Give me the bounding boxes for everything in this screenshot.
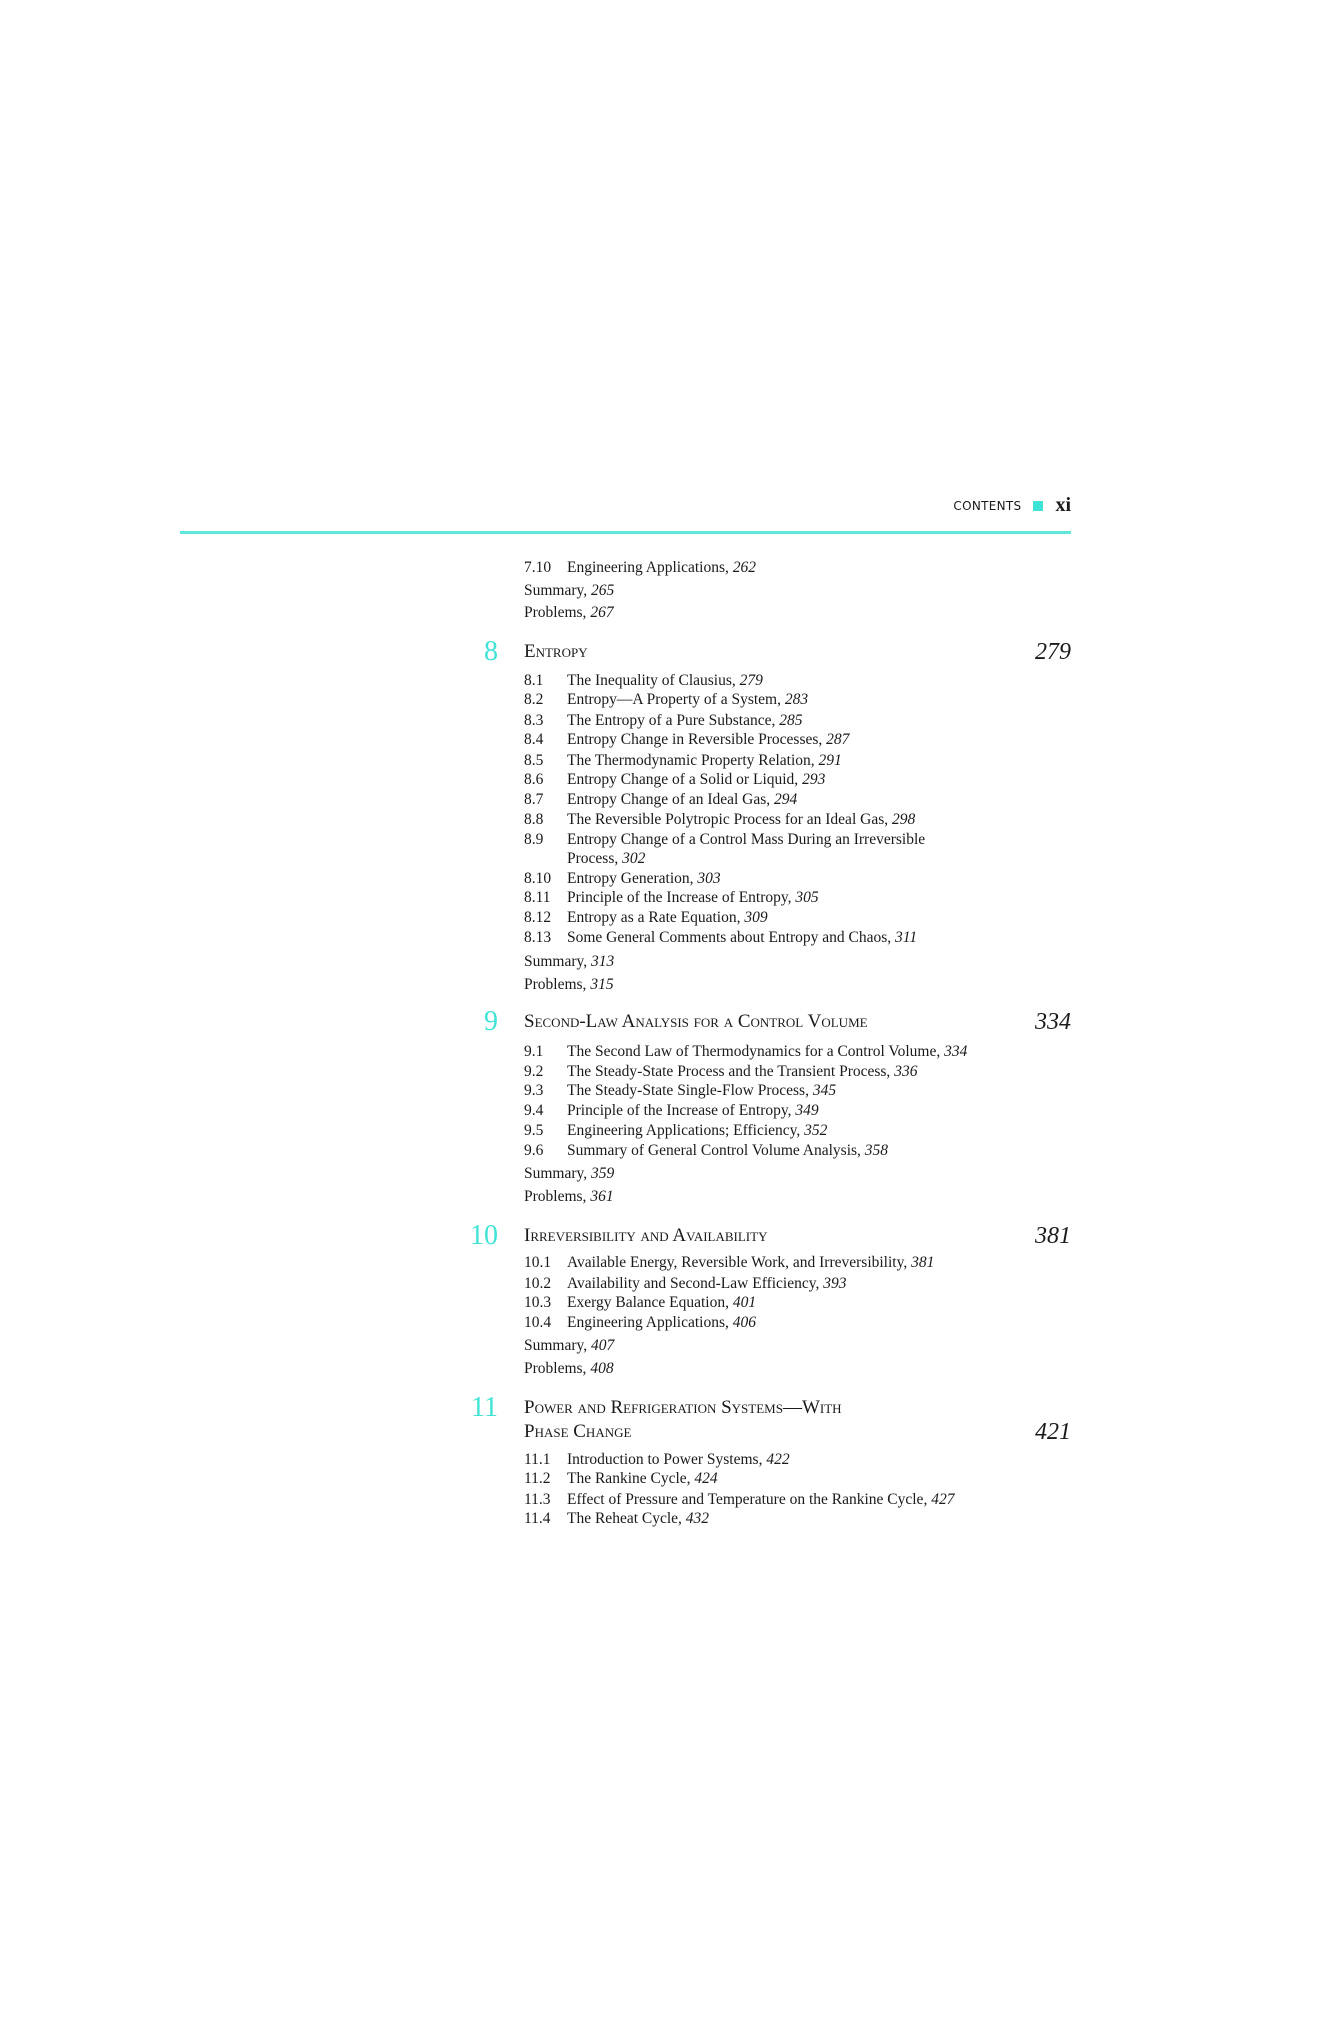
- toc-summary-entry[interactable]: [524, 1163, 614, 1185]
- page-number: xi: [1055, 494, 1071, 516]
- entry-title: Entropy Change of a Solid or Liquid,: [567, 771, 799, 788]
- entry-page: 407: [591, 1337, 615, 1354]
- entry-title: Principle of the Increase of Entropy,: [567, 1102, 792, 1119]
- entry-title: Exergy Balance Equation,: [567, 1294, 729, 1311]
- section-number: 8.3: [524, 712, 544, 729]
- entry-title: Summary,: [524, 953, 588, 970]
- entry-page: 422: [766, 1451, 790, 1468]
- section-number: 8.6: [524, 771, 544, 788]
- toc-entry[interactable]: [524, 557, 756, 579]
- toc-entry[interactable]: [524, 848, 645, 870]
- header-label: CONTENTS: [953, 498, 1022, 513]
- entry-page: 381: [911, 1254, 935, 1271]
- entry-title: Engineering Applications; Efficiency,: [567, 1122, 801, 1139]
- toc-entry[interactable]: [524, 1080, 836, 1102]
- section-number: 10.4: [524, 1314, 552, 1331]
- entry-page: 359: [591, 1165, 615, 1182]
- toc-summary-entry[interactable]: [524, 580, 614, 602]
- toc-summary-entry[interactable]: [524, 974, 614, 996]
- section-number: 10.3: [524, 1294, 552, 1311]
- entry-title: Principle of the Increase of Entropy,: [567, 889, 792, 906]
- chapter-page-number: 421: [1035, 1419, 1071, 1445]
- toc-entry[interactable]: [524, 1292, 756, 1314]
- entry-title: Problems,: [524, 1360, 587, 1377]
- section-number: 9.6: [524, 1142, 544, 1159]
- entry-page: 401: [732, 1294, 757, 1311]
- section-number: 8.1: [524, 672, 544, 689]
- entry-page: 279: [739, 672, 763, 689]
- section-number: 11.4: [524, 1510, 551, 1527]
- entry-title: The Reheat Cycle,: [567, 1510, 682, 1527]
- entry-page: 293: [802, 771, 826, 788]
- entry-title: The Thermodynamic Property Relation,: [567, 752, 815, 769]
- toc-entry[interactable]: [524, 809, 915, 831]
- chapter-number: 11: [471, 1392, 498, 1423]
- section-number: 9.4: [524, 1102, 544, 1119]
- entry-page: 285: [779, 712, 803, 729]
- entry-page: 408: [590, 1360, 614, 1377]
- entry-title: Some General Comments about Entropy and Chaos,: [567, 929, 892, 946]
- square-bullet-icon: [1033, 501, 1043, 511]
- chapter-page-number: 279: [1035, 639, 1071, 665]
- toc-entry[interactable]: [524, 927, 917, 949]
- entry-page: 262: [732, 559, 756, 576]
- entry-title: The Reversible Polytropic Process for an Ideal Gas,: [567, 811, 889, 828]
- chapter-number: 10: [470, 1220, 498, 1251]
- section-number: 9.2: [524, 1063, 544, 1080]
- entry-title: The Entropy of a Pure Substance,: [567, 712, 776, 729]
- toc-entry[interactable]: [524, 1252, 934, 1274]
- section-number: 8.10: [524, 870, 552, 887]
- entry-title: The Steady-State Process and the Transient Process,: [567, 1063, 891, 1080]
- section-number: 7.10: [524, 559, 552, 576]
- entry-title: The Second Law of Thermodynamics for a Control Volume,: [567, 1043, 941, 1060]
- toc-entry[interactable]: [524, 1140, 888, 1162]
- entry-page: 303: [697, 870, 721, 887]
- toc-entry[interactable]: [524, 1508, 709, 1530]
- entry-title: Summary,: [524, 1165, 588, 1182]
- entry-title: The Steady-State Single-Flow Process,: [567, 1082, 809, 1099]
- entry-title: Summary of General Control Volume Analysis,: [567, 1142, 861, 1159]
- entry-page: 334: [944, 1043, 968, 1060]
- section-number: 8.12: [524, 909, 552, 926]
- section-number: 8.7: [524, 791, 544, 808]
- chapter-number: 9: [484, 1006, 498, 1037]
- entry-title: Summary,: [524, 1337, 588, 1354]
- entry-page: 315: [590, 976, 614, 993]
- section-number: 9.3: [524, 1082, 544, 1099]
- entry-title: Problems,: [524, 1188, 587, 1205]
- entry-title: Availability and Second-Law Efficiency,: [567, 1275, 820, 1292]
- entry-title: Effect of Pressure and Temperature on the Rankine Cycle,: [567, 1491, 928, 1508]
- entry-page: 283: [784, 691, 809, 708]
- chapter-title: Second-Law Analysis for a Control Volume: [524, 1011, 868, 1032]
- chapter-title: Entropy: [524, 641, 588, 662]
- section-number: 11.1: [524, 1451, 551, 1468]
- entry-page: 267: [590, 604, 614, 621]
- toc-summary-entry[interactable]: [524, 951, 614, 973]
- entry-page: 305: [795, 889, 819, 906]
- header-rule: [180, 531, 1071, 534]
- entry-title: Entropy Change in Reversible Processes,: [567, 731, 823, 748]
- toc-entry[interactable]: [524, 907, 768, 929]
- entry-page: 311: [895, 929, 918, 946]
- entry-page: 336: [894, 1063, 918, 1080]
- entry-page: 406: [732, 1314, 756, 1331]
- entry-page: 358: [864, 1142, 889, 1159]
- entry-title: The Inequality of Clausius,: [567, 672, 736, 689]
- entry-page: 432: [685, 1510, 710, 1527]
- entry-title: Process,: [567, 850, 619, 867]
- entry-title: Introduction to Power Systems,: [567, 1451, 763, 1468]
- section-number: 8.2: [524, 691, 544, 708]
- entry-page: 302: [622, 850, 646, 867]
- section-number: 11.2: [524, 1470, 551, 1487]
- toc-entry[interactable]: [524, 689, 808, 711]
- section-number: 8.11: [524, 889, 551, 906]
- section-number: 8.9: [524, 831, 544, 848]
- entry-title: Engineering Applications,: [567, 1314, 729, 1331]
- toc-entry[interactable]: [524, 1468, 718, 1490]
- chapter-title: Phase Change: [524, 1421, 632, 1442]
- section-number: 8.5: [524, 752, 544, 769]
- chapter-page-number: 334: [1035, 1009, 1071, 1035]
- toc-entry[interactable]: [524, 1041, 967, 1063]
- section-number: 10.1: [524, 1254, 552, 1271]
- entry-title: Problems,: [524, 604, 587, 621]
- toc-entry[interactable]: [524, 769, 825, 791]
- entry-page: 298: [891, 811, 916, 828]
- entry-title: Summary,: [524, 582, 588, 599]
- toc-summary-entry[interactable]: [524, 1186, 614, 1208]
- entry-page: 265: [591, 582, 615, 599]
- toc-entry[interactable]: [524, 1100, 819, 1122]
- entry-title: Engineering Applications,: [567, 559, 729, 576]
- entry-page: 345: [812, 1082, 837, 1099]
- section-number: 11.3: [524, 1491, 551, 1508]
- toc-entry[interactable]: [524, 887, 819, 909]
- section-number: 8.13: [524, 929, 552, 946]
- toc-entry[interactable]: [524, 1312, 756, 1334]
- entry-page: 313: [591, 953, 615, 970]
- toc-summary-entry[interactable]: [524, 1335, 614, 1357]
- toc-entry[interactable]: [524, 729, 849, 751]
- running-header: [953, 494, 1071, 517]
- chapter-title: Irreversibility and Availability: [524, 1225, 768, 1246]
- entry-page: 309: [744, 909, 768, 926]
- entry-page: 424: [694, 1470, 718, 1487]
- section-number: 9.1: [524, 1043, 544, 1060]
- section-number: 8.8: [524, 811, 544, 828]
- toc-summary-entry[interactable]: [524, 1358, 614, 1380]
- entry-page: 361: [590, 1188, 614, 1205]
- entry-title: Entropy as a Rate Equation,: [567, 909, 741, 926]
- entry-page: 291: [818, 752, 842, 769]
- entry-page: 393: [823, 1275, 847, 1292]
- entry-title: Entropy—A Property of a System,: [567, 691, 781, 708]
- entry-title: Entropy Generation,: [567, 870, 694, 887]
- section-number: 10.2: [524, 1275, 552, 1292]
- entry-page: 287: [826, 731, 850, 748]
- chapter-page-number: 381: [1035, 1223, 1071, 1249]
- section-number: 8.4: [524, 731, 544, 748]
- chapter-title: Power and Refrigeration Systems—With: [524, 1397, 842, 1418]
- entry-title: Entropy Change of a Control Mass During an Irreversible: [567, 831, 926, 848]
- entry-title: Problems,: [524, 976, 587, 993]
- entry-page: 352: [804, 1122, 828, 1139]
- section-number: 9.5: [524, 1122, 544, 1139]
- entry-title: Available Energy, Reversible Work, and Irreversibility,: [567, 1254, 908, 1271]
- entry-page: 427: [931, 1491, 955, 1508]
- entry-title: Entropy Change of an Ideal Gas,: [567, 791, 771, 808]
- toc-entry[interactable]: [524, 1120, 827, 1142]
- toc-entry[interactable]: [524, 789, 797, 811]
- entry-title: The Rankine Cycle,: [567, 1470, 691, 1487]
- entry-page: 294: [774, 791, 798, 808]
- chapter-number: 8: [484, 636, 498, 667]
- entry-page: 349: [795, 1102, 819, 1119]
- toc-summary-entry[interactable]: [524, 602, 614, 624]
